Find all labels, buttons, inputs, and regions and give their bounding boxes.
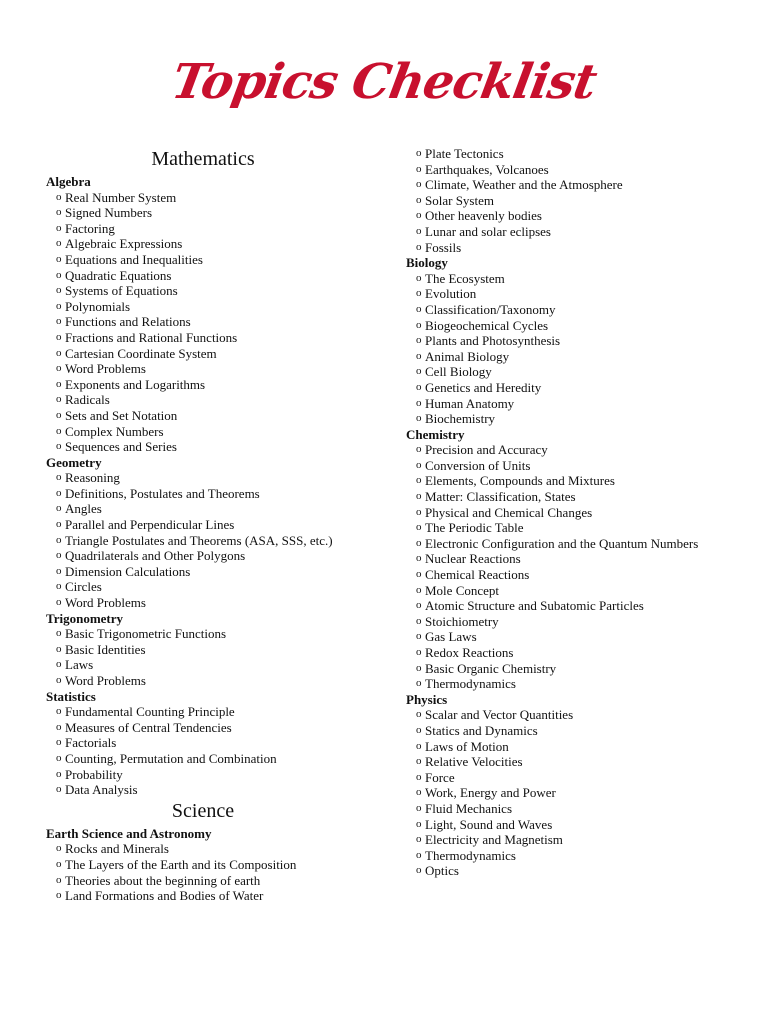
checklist-item-label: Word Problems <box>65 673 146 688</box>
circle-bullet-icon: o <box>416 147 422 159</box>
checklist-item <box>46 564 356 580</box>
checklist-item <box>406 801 706 817</box>
checklist-item <box>406 520 706 536</box>
checklist-item-label: Scalar and Vector Quantities <box>425 707 574 723</box>
circle-bullet-icon: o <box>56 596 62 609</box>
checklist-item-label: Algebraic Expressions <box>65 236 183 252</box>
checklist-item-label: Electronic Configuration and the Quantum Numbers <box>425 535 699 551</box>
checklist-item-label: Atomic Structure and Subatomic Particles <box>425 598 644 614</box>
checklist-item <box>46 857 356 873</box>
circle-bullet-icon: o <box>56 346 62 359</box>
checklist-item-label: Fossils <box>425 239 462 255</box>
circle-bullet-icon: o <box>416 583 422 596</box>
checklist-item-label: Circles <box>65 579 102 595</box>
category-heading-algebra: Algebra <box>46 174 91 189</box>
checklist-item-label: Fluid Mechanics <box>425 800 513 816</box>
circle-bullet-icon: o <box>416 443 422 456</box>
checklist-item <box>46 361 356 377</box>
circle-bullet-icon: o <box>416 755 422 768</box>
page-title: Topics Checklist <box>167 54 601 110</box>
checklist-item <box>46 299 356 315</box>
checklist-item <box>46 704 356 720</box>
mathematics-heading: Mathematics <box>151 148 255 170</box>
circle-bullet-icon: o <box>56 237 62 250</box>
circle-bullet-icon: o <box>416 271 422 284</box>
checklist-item <box>406 271 706 287</box>
checklist-item <box>406 739 706 755</box>
checklist-item <box>46 190 356 206</box>
checklist-item <box>46 579 356 595</box>
category-heading-chemistry: Chemistry <box>406 426 465 442</box>
circle-bullet-icon: o <box>416 630 422 643</box>
circle-bullet-icon: o <box>416 521 422 534</box>
checklist-item <box>46 314 356 330</box>
checklist-item <box>406 583 706 599</box>
circle-bullet-icon: o <box>56 736 62 749</box>
checklist-item-label: Fundamental Counting Principle <box>65 704 235 720</box>
checklist-item <box>46 782 356 798</box>
circle-bullet-icon: o <box>416 178 422 191</box>
checklist-item-label: The Ecosystem <box>425 270 505 286</box>
checklist-item <box>46 252 356 268</box>
checklist-item-label: Cell Biology <box>425 364 492 380</box>
circle-bullet-icon: o <box>56 206 62 219</box>
right-column <box>406 146 706 879</box>
checklist-item <box>406 551 706 567</box>
circle-bullet-icon: o <box>56 330 62 343</box>
checklist-item-label: Biogeochemical Cycles <box>425 317 549 333</box>
checklist-item <box>406 318 706 334</box>
checklist-item <box>406 598 706 614</box>
checklist-item <box>46 888 356 904</box>
circle-bullet-icon: o <box>416 786 422 799</box>
checklist-item <box>46 439 356 455</box>
circle-bullet-icon: o <box>416 661 422 674</box>
checklist-item-label: Plants and Photosynthesis <box>425 333 561 349</box>
checklist-item <box>406 770 706 786</box>
checklist-item-label: Signed Numbers <box>65 205 153 221</box>
circle-bullet-icon: o <box>416 848 422 861</box>
checklist-item-label: Theories about the beginning of earth <box>65 872 261 888</box>
circle-bullet-icon: o <box>416 568 422 581</box>
checklist-item-label: Precision and Accuracy <box>425 442 548 458</box>
checklist-item-label: Thermodynamics <box>425 847 516 863</box>
checklist-item <box>406 208 706 224</box>
circle-bullet-icon: o <box>416 412 422 425</box>
math-categories <box>46 174 356 798</box>
checklist-item-label: Exponents and Logarithms <box>65 376 206 392</box>
circle-bullet-icon: o <box>56 502 62 515</box>
checklist-item-label: Stoichiometry <box>425 613 499 629</box>
checklist-item <box>46 873 356 889</box>
checklist-item-label: Nuclear Reactions <box>425 551 521 567</box>
circle-bullet-icon: o <box>56 393 62 406</box>
circle-bullet-icon: o <box>56 857 62 870</box>
checklist-item-label: Factorials <box>65 735 117 751</box>
checklist-item-label: Human Anatomy <box>425 395 515 411</box>
checklist-item <box>46 657 356 673</box>
checklist-item-label: Data Analysis <box>65 782 138 798</box>
checklist-item-label: Complex Numbers <box>65 423 164 439</box>
circle-bullet-icon: o <box>416 240 422 253</box>
checklist-item <box>406 848 706 864</box>
left-column <box>46 146 356 904</box>
checklist-item <box>46 517 356 533</box>
category-heading-biology: Biology <box>406 255 448 271</box>
checklist-item <box>46 268 356 284</box>
checklist-item-label: Plate Tectonics <box>425 146 504 161</box>
checklist-item <box>406 349 706 365</box>
circle-bullet-icon: o <box>416 646 422 658</box>
checklist-item-label: Evolution <box>425 286 477 302</box>
circle-bullet-icon: o <box>416 708 422 721</box>
checklist-item <box>46 283 356 299</box>
checklist-item-label: Lunar and solar eclipses <box>425 223 551 239</box>
checklist-item-label: Fractions and Rational Functions <box>65 329 238 345</box>
checklist-item <box>406 411 706 427</box>
circle-bullet-icon: o <box>56 751 62 764</box>
circle-bullet-icon: o <box>56 252 62 265</box>
checklist-item <box>46 236 356 252</box>
checklist-item-label: Angles <box>65 501 102 517</box>
checklist-item <box>406 863 706 879</box>
checklist-item-label: Cartesian Coordinate System <box>65 345 217 361</box>
checklist-item-label: Rocks and Minerals <box>65 841 169 857</box>
checklist-item <box>46 408 356 424</box>
circle-bullet-icon: o <box>56 315 62 328</box>
science-heading: Science <box>171 799 235 822</box>
checklist-item <box>406 162 706 178</box>
checklist-item <box>406 333 706 349</box>
checklist-item-label: Laws of Motion <box>425 738 509 754</box>
category-heading-earth-science-and-astronomy: Earth Science and Astronomy <box>46 825 212 841</box>
checklist-item <box>46 735 356 751</box>
checklist-item <box>406 473 706 489</box>
checklist-item-label: Earthquakes, Volcanoes <box>425 161 549 177</box>
checklist-item-label: Triangle Postulates and Theorems (ASA, SSS, etc.) <box>65 532 333 548</box>
category-heading-trigonometry: Trigonometry <box>46 610 124 626</box>
checklist-item-label: Statics and Dynamics <box>425 722 538 738</box>
checklist-item <box>406 286 706 302</box>
checklist-item-label: Polynomials <box>65 298 131 314</box>
checklist-item-label: Word Problems <box>65 595 146 611</box>
checklist-item <box>46 470 356 486</box>
checklist-item <box>406 832 706 848</box>
checklist-item <box>406 707 706 723</box>
category-heading-statistics: Statistics <box>46 688 96 704</box>
checklist-item-label: Biochemistry <box>425 411 496 427</box>
checklist-item <box>46 533 356 549</box>
checklist-item-label: Probability <box>65 766 123 782</box>
circle-bullet-icon: o <box>56 221 62 234</box>
checklist-item <box>406 240 706 256</box>
checklist-item-label: Sequences and Series <box>65 439 177 455</box>
circle-bullet-icon: o <box>56 533 62 546</box>
checklist-item <box>406 629 706 645</box>
circle-bullet-icon: o <box>56 408 62 421</box>
circle-bullet-icon: o <box>56 486 62 499</box>
circle-bullet-icon: o <box>56 873 62 886</box>
circle-bullet-icon: o <box>56 190 62 203</box>
checklist-item <box>406 567 706 583</box>
checklist-item-label: Redox Reactions <box>425 645 514 660</box>
checklist-item-label: Radicals <box>65 392 110 408</box>
circle-bullet-icon: o <box>416 599 422 612</box>
circle-bullet-icon: o <box>416 614 422 627</box>
circle-bullet-icon: o <box>56 549 62 562</box>
checklist-item-label: Gas Laws <box>425 629 477 645</box>
circle-bullet-icon: o <box>56 299 62 312</box>
checklist-item-label: Relative Velocities <box>425 754 523 770</box>
circle-bullet-icon: o <box>416 739 422 752</box>
checklist-item <box>406 442 706 458</box>
circle-bullet-icon: o <box>416 505 422 518</box>
circle-bullet-icon: o <box>416 349 422 362</box>
checklist-item-label: Elements, Compounds and Mixtures <box>425 473 615 489</box>
category-heading-physics: Physics <box>406 691 448 707</box>
circle-bullet-icon: o <box>416 536 422 549</box>
checklist-item-label: Conversion of Units <box>425 457 531 473</box>
circle-bullet-icon: o <box>416 162 422 175</box>
checklist-item-label: Functions and Relations <box>65 314 191 330</box>
checklist-item-label: Land Formations and Bodies of Water <box>65 888 264 904</box>
checklist-item <box>406 146 706 162</box>
checklist-item <box>46 642 356 658</box>
checklist-item <box>46 501 356 517</box>
checklist-item-label: Laws <box>65 657 94 673</box>
circle-bullet-icon: o <box>56 471 62 484</box>
checklist-item-label: Systems of Equations <box>65 283 178 299</box>
circle-bullet-icon: o <box>56 627 62 640</box>
checklist-item <box>406 177 706 193</box>
checklist-item-label: Counting, Permutation and Combination <box>65 750 277 766</box>
circle-bullet-icon: o <box>416 396 422 409</box>
checklist-item <box>406 785 706 801</box>
circle-bullet-icon: o <box>56 424 62 437</box>
circle-bullet-icon: o <box>56 783 62 796</box>
circle-bullet-icon: o <box>416 723 422 736</box>
checklist-item <box>406 817 706 833</box>
checklist-item <box>406 193 706 209</box>
checklist-item-label: Animal Biology <box>425 348 510 364</box>
circle-bullet-icon: o <box>416 458 422 471</box>
checklist-item-label: Parallel and Perpendicular Lines <box>65 517 235 533</box>
checklist-item <box>406 489 706 505</box>
checklist-item-label: Equations and Inequalities <box>65 251 203 267</box>
checklist-item <box>406 661 706 677</box>
checklist-item <box>46 548 356 564</box>
checklist-item <box>46 424 356 440</box>
circle-bullet-icon: o <box>416 817 422 830</box>
circle-bullet-icon: o <box>56 564 62 577</box>
checklist-item <box>406 676 706 692</box>
checklist-item <box>406 645 706 661</box>
checklist-item <box>46 767 356 783</box>
circle-bullet-icon: o <box>416 302 422 315</box>
checklist-item <box>406 505 706 521</box>
checklist-item-label: Physical and Chemical Changes <box>425 504 593 520</box>
circle-bullet-icon: o <box>416 224 422 237</box>
checklist-item-label: The Layers of the Earth and its Composition <box>65 856 297 872</box>
circle-bullet-icon: o <box>416 833 422 846</box>
circle-bullet-icon: o <box>416 552 422 565</box>
checklist-item-label: Basic Trigonometric Functions <box>65 626 227 642</box>
science-categories <box>46 826 356 904</box>
checklist-item-label: Optics <box>425 863 459 879</box>
checklist-item <box>406 754 706 770</box>
checklist-item-label: Genetics and Heredity <box>425 379 542 395</box>
checklist-item-label: Chemical Reactions <box>425 567 530 583</box>
circle-bullet-icon: o <box>56 377 62 390</box>
checklist-item <box>46 673 356 689</box>
circle-bullet-icon: o <box>416 770 422 783</box>
circle-bullet-icon: o <box>56 268 62 281</box>
checklist-item <box>46 346 356 362</box>
checklist-item <box>406 458 706 474</box>
checklist-item-label: Electricity and Magnetism <box>425 832 563 848</box>
checklist-item-label: Reasoning <box>65 470 120 486</box>
checklist-item-label: Climate, Weather and the Atmosphere <box>425 177 623 193</box>
checklist-item-label: Measures of Central Tendencies <box>65 719 232 735</box>
circle-bullet-icon: o <box>56 518 62 531</box>
checklist-item-label: Basic Organic Chemistry <box>425 660 557 676</box>
right-categories <box>406 255 706 879</box>
circle-bullet-icon: o <box>56 674 62 686</box>
checklist-item-label: Work, Energy and Power <box>425 785 556 801</box>
checklist-item-label: The Periodic Table <box>425 520 524 536</box>
circle-bullet-icon: o <box>416 380 422 393</box>
checklist-item <box>46 595 356 611</box>
checklist-item <box>406 723 706 739</box>
circle-bullet-icon: o <box>416 864 422 877</box>
checklist-item <box>46 720 356 736</box>
circle-bullet-icon: o <box>56 284 62 297</box>
circle-bullet-icon: o <box>416 801 422 814</box>
checklist-item <box>46 377 356 393</box>
circle-bullet-icon: o <box>56 705 62 718</box>
checklist-item <box>406 380 706 396</box>
checklist-item-label: Force <box>425 769 455 785</box>
checklist-item-label: Factoring <box>65 220 115 236</box>
checklist-item-label: Thermodynamics <box>425 676 516 692</box>
checklist-item-label: Dimension Calculations <box>65 563 191 579</box>
circle-bullet-icon: o <box>416 287 422 300</box>
checklist-item <box>406 364 706 380</box>
checklist-item <box>46 205 356 221</box>
checklist-item <box>46 841 356 857</box>
checklist-item <box>46 751 356 767</box>
circle-bullet-icon: o <box>416 474 422 487</box>
checklist-item-label: Basic Identities <box>65 641 146 657</box>
checklist-item <box>46 392 356 408</box>
circle-bullet-icon: o <box>416 490 422 503</box>
circle-bullet-icon: o <box>56 362 62 375</box>
circle-bullet-icon: o <box>416 677 422 690</box>
circle-bullet-icon: o <box>56 658 62 671</box>
checklist-item-label: Other heavenly bodies <box>425 208 542 224</box>
checklist-item-label: Classification/Taxonomy <box>425 301 556 317</box>
checklist-item <box>406 302 706 318</box>
circle-bullet-icon: o <box>56 580 62 593</box>
checklist-item <box>406 614 706 630</box>
circle-bullet-icon: o <box>56 440 62 453</box>
circle-bullet-icon: o <box>56 720 62 733</box>
category-heading-geometry: Geometry <box>46 454 102 470</box>
checklist-item-label: Sets and Set Notation <box>65 407 178 423</box>
checklist-item-label: Matter: Classification, States <box>425 489 576 505</box>
checklist-item <box>406 224 706 240</box>
checklist-item <box>406 536 706 552</box>
circle-bullet-icon: o <box>416 318 422 331</box>
circle-bullet-icon: o <box>416 209 422 222</box>
circle-bullet-icon: o <box>416 193 422 206</box>
checklist-item <box>46 221 356 237</box>
circle-bullet-icon: o <box>416 365 422 378</box>
checklist-item <box>46 486 356 502</box>
checklist-item-label: Solar System <box>425 192 494 208</box>
circle-bullet-icon: o <box>416 334 422 347</box>
checklist-item-label: Real Number System <box>65 189 177 205</box>
checklist-item-label: Quadrilaterals and Other Polygons <box>65 548 246 564</box>
circle-bullet-icon: o <box>56 767 62 780</box>
checklist-item <box>406 396 706 412</box>
checklist-item-label: Light, Sound and Waves <box>425 816 553 832</box>
checklist-item <box>46 330 356 346</box>
checklist-item <box>46 626 356 642</box>
checklist-item-label: Mole Concept <box>425 582 500 598</box>
earth-science-continued <box>406 146 706 255</box>
circle-bullet-icon: o <box>56 842 62 855</box>
checklist-item-label: Quadratic Equations <box>65 267 172 283</box>
circle-bullet-icon: o <box>56 642 62 655</box>
checklist-item-label: Word Problems <box>65 361 146 377</box>
circle-bullet-icon: o <box>56 889 62 902</box>
checklist-item-label: Definitions, Postulates and Theorems <box>65 485 260 501</box>
